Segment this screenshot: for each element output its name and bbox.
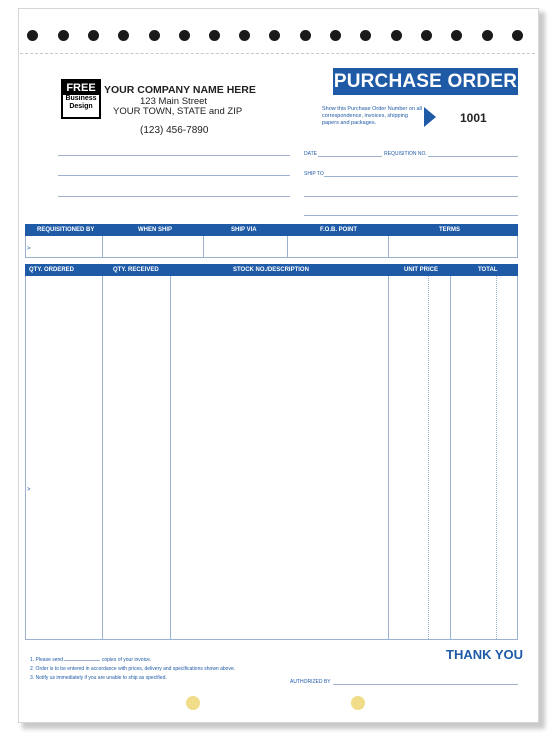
- binder-hole: [209, 30, 220, 41]
- binder-hole: [300, 30, 311, 41]
- header-qty-received: QTY. RECEIVED: [113, 267, 159, 273]
- binder-hole: [482, 30, 493, 41]
- binder-hole: [149, 30, 160, 41]
- date-label: DATE: [304, 151, 317, 157]
- address-line: [58, 175, 290, 176]
- thank-you: THANK YOU: [446, 647, 524, 662]
- yellow-dot: [351, 696, 365, 710]
- po-number: 1001: [460, 111, 487, 125]
- header-stock-description: STOCK NO./DESCRIPTION: [233, 267, 309, 273]
- column-divider: [450, 276, 451, 639]
- note-3: 3. Notify us immediately if you are unable to ship as specified.: [30, 675, 167, 681]
- column-divider: [102, 276, 103, 639]
- table-border: [25, 236, 26, 257]
- column-divider: [102, 236, 103, 257]
- requisition-field[interactable]: [428, 156, 518, 157]
- binder-hole: [451, 30, 462, 41]
- column-divider: [203, 236, 204, 257]
- company-phone: (123) 456-7890: [140, 125, 209, 136]
- date-field[interactable]: [318, 156, 382, 157]
- column-divider: [287, 236, 288, 257]
- header-qty-ordered: QTY. ORDERED: [29, 267, 75, 273]
- requisition-label: REQUISITION NO.: [384, 151, 427, 157]
- table-border: [517, 236, 518, 257]
- ship-to-field[interactable]: [324, 176, 518, 177]
- address-line: [58, 155, 290, 156]
- binder-hole: [27, 30, 38, 41]
- logo-line-3: Design: [69, 103, 93, 110]
- header-unit-price: UNIT PRICE: [404, 267, 439, 273]
- header-requisitioned-by: REQUISITIONED BY: [37, 227, 95, 233]
- header-ship-via: SHIP VIA: [231, 227, 257, 233]
- binder-hole: [239, 30, 250, 41]
- arrow-right-icon: [424, 107, 436, 127]
- binder-hole: [360, 30, 371, 41]
- binder-hole: [391, 30, 402, 41]
- company-name: YOUR COMPANY NAME HERE: [104, 84, 256, 96]
- authorized-field[interactable]: [333, 684, 518, 685]
- items-header-bar: [25, 264, 518, 276]
- binder-hole: [330, 30, 341, 41]
- cents-divider: [428, 276, 429, 639]
- shipping-header-bar: [25, 224, 518, 236]
- yellow-dot: [186, 696, 200, 710]
- note-2: 2. Order is to be entered in accordance with prices, delivery and specifications shown above.: [30, 666, 236, 672]
- ship-to-label: SHIP TO: [304, 171, 324, 177]
- company-street: 123 Main Street: [140, 96, 208, 107]
- header-fob-point: F.O.B. POINT: [320, 227, 358, 233]
- copies-field[interactable]: [64, 655, 100, 661]
- column-divider: [388, 236, 389, 257]
- row-marker: >: [27, 487, 31, 493]
- binder-hole: [118, 30, 129, 41]
- note-1-suffix: copies of your invoice.: [101, 657, 152, 663]
- column-divider: [388, 276, 389, 639]
- header-terms: TERMS: [439, 227, 460, 233]
- binder-hole: [58, 30, 69, 41]
- logo-line-1: FREE: [63, 81, 99, 95]
- binder-hole: [269, 30, 280, 41]
- note-1: [30, 655, 235, 665]
- column-divider: [170, 276, 171, 639]
- ship-to-line[interactable]: [304, 215, 518, 216]
- logo-line-2: Business: [65, 95, 97, 102]
- authorized-label: AUTHORIZED BY: [290, 679, 331, 685]
- po-notice: Show this Purchase Order Number on all correspondence, invoices, shipping papers and packages.: [322, 106, 422, 126]
- binder-hole: [512, 30, 523, 41]
- table-bottom-line: [25, 639, 518, 640]
- table-border: [25, 276, 26, 639]
- company-city: YOUR TOWN, STATE and ZIP: [113, 106, 243, 117]
- header-when-ship: WHEN SHIP: [138, 227, 173, 233]
- table-border: [517, 276, 518, 639]
- table-bottom-line: [25, 257, 518, 258]
- note-1-prefix: 1. Please send: [30, 657, 64, 663]
- cents-divider: [496, 276, 497, 639]
- binder-hole: [179, 30, 190, 41]
- perforation-line: [20, 53, 535, 54]
- form-title: PURCHASE ORDER: [333, 68, 518, 95]
- binder-hole: [421, 30, 432, 41]
- ship-to-line[interactable]: [304, 196, 518, 197]
- binder-hole: [88, 30, 99, 41]
- footer-notes: [30, 655, 235, 683]
- business-logo: [61, 79, 101, 119]
- address-line: [58, 196, 290, 197]
- row-marker: >: [27, 246, 31, 252]
- header-total: TOTAL: [478, 267, 498, 273]
